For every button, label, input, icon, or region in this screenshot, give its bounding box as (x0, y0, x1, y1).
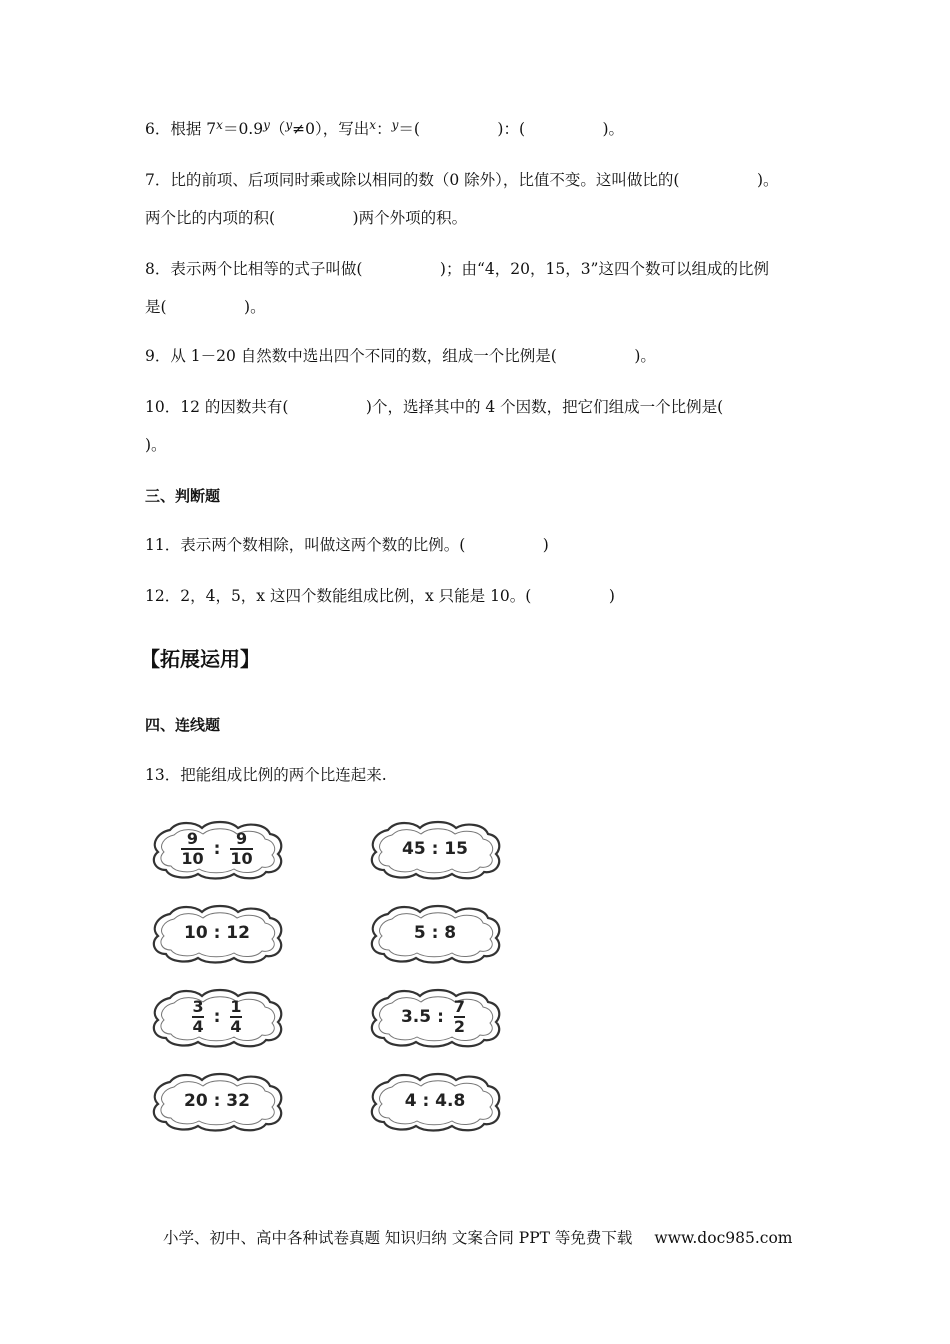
fraction (230, 999, 241, 1035)
ratio-text: 20 : 32 (184, 1091, 250, 1111)
question-11: 11．表示两个数相除，叫做这两个数的比例。( ) (145, 536, 549, 554)
section-3-heading: 三、判断题 (145, 487, 221, 505)
left-cloud-2[interactable] (150, 902, 284, 964)
fraction (192, 999, 203, 1035)
left-cloud-1[interactable] (150, 818, 284, 880)
ratio-text: 10 : 12 (184, 923, 250, 943)
ratio-colon: : (437, 1007, 444, 1027)
var-x-2: x (369, 118, 377, 132)
denominator: 4 (230, 1017, 242, 1036)
section-4-heading: 四、连线题 (145, 716, 221, 734)
var-x: x (216, 118, 223, 132)
question-12: 12．2，4，5，x 这四个数能组成比例，x 只能是 10。( ) (145, 587, 615, 605)
denominator: 10 (230, 849, 253, 868)
denominator: 4 (192, 1017, 204, 1036)
right-cloud-3[interactable] (368, 986, 502, 1048)
ratio-colon: : (213, 839, 221, 859)
question-6: 6．根据 $7^x=0.9^y(^y\ne 0)$，写出$^x$：$^y$＝( )：( )。 (145, 118, 625, 138)
question-8-line-1: 8．表示两个比相等的式子叫做( )；由“4，20，15，3”这四个数可以组成的比例 (145, 260, 769, 278)
fraction (230, 831, 252, 867)
fraction (181, 831, 203, 867)
page-footer (163, 1226, 792, 1248)
numerator: 9 (186, 829, 199, 848)
fraction (454, 999, 465, 1035)
ratio-label (368, 986, 502, 1048)
footer-site: www.doc985.com (654, 1229, 793, 1247)
numerator: 1 (230, 997, 242, 1016)
ratio-label (150, 818, 284, 880)
numerator: 7 (453, 997, 466, 1016)
numerator: 3 (192, 997, 204, 1016)
denominator: 10 (181, 849, 204, 868)
left-cloud-3[interactable] (150, 986, 284, 1048)
ratio-text: 5 : 8 (413, 923, 457, 943)
right-cloud-4[interactable] (368, 1070, 502, 1132)
ratio-label (368, 902, 502, 964)
question-10-line-1: 10．12 的因数共有( )个，选择其中的 4 个因数，把它们组成一个比例是( (145, 398, 724, 416)
question-9: 9．从 1－20 自然数中选出四个不同的数，组成一个比例是( )。 (145, 347, 656, 365)
left-cloud-4[interactable] (150, 1070, 284, 1132)
extension-heading: 【拓展运用】 (140, 647, 260, 671)
ratio-term: 3.5 (400, 1007, 432, 1027)
right-cloud-2[interactable] (368, 902, 502, 964)
question-13: 13．把能组成比例的两个比连起来. (145, 766, 387, 784)
numerator: 9 (235, 829, 248, 848)
var-y-2: y (391, 118, 399, 132)
ratio-label (368, 1070, 502, 1132)
right-cloud-1[interactable] (368, 818, 502, 880)
var-y: y (263, 118, 270, 132)
question-7-line-2: 两个比的内项的积( )两个外项的积。 (145, 209, 468, 227)
ratio-label (368, 818, 502, 880)
ratio-label (150, 986, 284, 1048)
ratio-text: 4 : 4.8 (404, 1091, 466, 1111)
question-8-line-2: 是( )。 (145, 298, 266, 316)
denominator: 2 (453, 1017, 466, 1036)
footer-text: 小学、初中、高中各种试卷真题 知识归纳 文案合同 PPT 等免费下载 (163, 1229, 633, 1247)
question-7-line-1: 7．比的前项、后项同时乘或除以相同的数（0 除外），比值不变。这叫做比的( )。 (145, 171, 779, 189)
ratio-label (150, 902, 284, 964)
ratio-colon: : (213, 1007, 221, 1027)
ratio-text: 45 : 15 (402, 839, 468, 859)
ratio-label (150, 1070, 284, 1132)
var-y-cond: y (285, 118, 293, 132)
question-10-line-2: )。 (145, 436, 167, 454)
